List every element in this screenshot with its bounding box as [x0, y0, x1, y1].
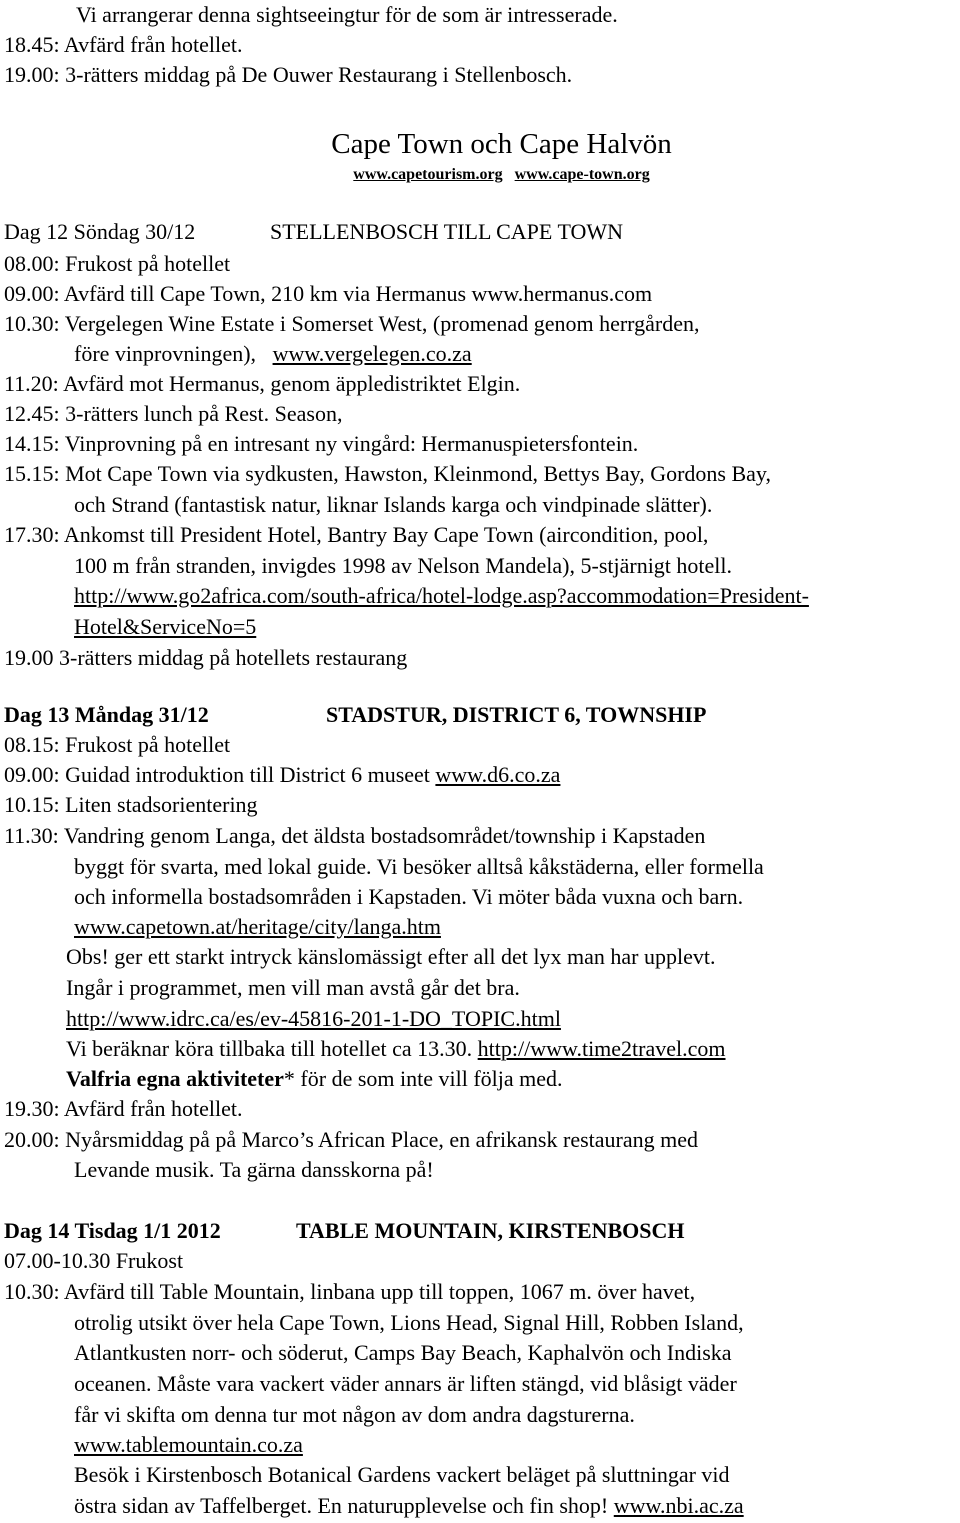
section-links — [0, 165, 960, 185]
nbi-link[interactable]: www.nbi.ac.za — [613, 1493, 744, 1518]
cape-town-link[interactable]: www.cape-town.org — [514, 166, 650, 183]
vergelegen-link[interactable]: www.vergelegen.co.za — [272, 341, 472, 366]
intro-line-1: Vi arrangerar denna sightseeingtur för de som är intresserade. — [76, 2, 618, 27]
day12-heading-title: STELLENBOSCH TILL CAPE TOWN — [270, 219, 624, 244]
intro-line-2: 18.45: Avfärd från hotellet. — [4, 32, 243, 57]
day14-line-text: östra sidan av Taffelberget. En naturupplevelse och fin shop! — [74, 1493, 609, 1518]
optional-activities-text: * för de som inte vill följa med. — [283, 1066, 563, 1091]
day12-line: 14.15: Vinprovning på en intresant ny vingård: Hermanuspietersfontein. — [4, 431, 639, 456]
day13-heading-title: STADSTUR, DISTRICT 6, TOWNSHIP — [326, 702, 707, 727]
day12-line: 15.15: Mot Cape Town via sydkusten, Hawston, Kleinmond, Bettys Bay, Gordons Bay, — [4, 461, 771, 486]
day14-heading-day: Dag 14 Tisdag 1/1 2012 — [4, 1218, 221, 1243]
optional-activities-label: Valfria egna aktiviteter — [66, 1066, 284, 1091]
capetourism-link[interactable]: www.capetourism.org — [353, 166, 503, 183]
day13-line — [4, 760, 560, 790]
day13-line: 10.15: Liten stadsorientering — [4, 792, 258, 817]
day14-heading-title: TABLE MOUNTAIN, KIRSTENBOSCH — [296, 1218, 685, 1243]
day14-line: oceanen. Måste vara vackert väder annars är liften stängd, vid blåsigt väder — [74, 1371, 737, 1396]
day13-heading-day: Dag 13 Måndag 31/12 — [4, 702, 209, 727]
day12-line: 19.00 3-rätters middag på hotellets restaurang — [4, 645, 408, 670]
day13-line: byggt för svarta, med lokal guide. Vi besöker alltså kåkstäderna, eller formella — [74, 854, 764, 879]
langa-link[interactable]: www.capetown.at/heritage/city/langa.htm — [74, 914, 441, 939]
day14-line: 10.30: Avfärd till Table Mountain, linbana upp till toppen, 1067 m. över havet, — [4, 1279, 696, 1304]
link-separator — [507, 166, 511, 183]
day13-line — [66, 1034, 726, 1064]
day12-line: 10.30: Vergelegen Wine Estate i Somerset West, (promenad genom herrgården, — [4, 311, 700, 336]
day13-line: 08.15: Frukost på hotellet — [4, 732, 231, 757]
day12-line: 12.45: 3-rätters lunch på Rest. Season, — [4, 401, 343, 426]
day14-line: otrolig utsikt över hela Cape Town, Lions Head, Signal Hill, Robben Island, — [74, 1310, 744, 1335]
day12-line: 09.00: Avfärd till Cape Town, 210 km via Hermanus www.hermanus.com — [4, 281, 653, 306]
d6-link[interactable]: www.d6.co.za — [435, 762, 561, 787]
time2travel-link[interactable]: http://www.time2travel.com — [477, 1036, 726, 1061]
day12-line: och Strand (fantastisk natur, liknar Islands karga och vindpinade slätter). — [74, 492, 713, 517]
idrc-link[interactable]: http://www.idrc.ca/es/ev-45816-201-1-DO_TOPIC.html — [66, 1006, 561, 1031]
go2africa-link[interactable]: http://www.go2africa.com/south-africa/hotel-lodge.asp?accommodation=President- — [74, 583, 809, 608]
day12-line: 100 m från stranden, invigdes 1998 av Nelson Mandela), 5-stjärnigt hotell. — [74, 553, 733, 578]
day13-line: och informella bostadsområden i Kapstaden. Vi möter båda vuxna och barn. — [74, 884, 744, 909]
intro-line-3: 19.00: 3-rätters middag på De Ouwer Restaurang i Stellenbosch. — [4, 62, 573, 87]
day13-line: 19.30: Avfärd från hotellet. — [4, 1096, 243, 1121]
day13-line: 11.30: Vandring genom Langa, det äldsta bostadsområdet/township i Kapstaden — [4, 823, 706, 848]
day12-line: 11.20: Avfärd mot Hermanus, genom äppledistriktet Elgin. — [4, 371, 521, 396]
day13-line-text: Vi beräknar köra tillbaka till hotellet ca 13.30. — [66, 1036, 473, 1061]
section-title: Cape Town och Cape Halvön — [331, 128, 672, 160]
day12-line: 17.30: Ankomst till President Hotel, Bantry Bay Cape Town (aircondition, pool, — [4, 522, 709, 547]
day12-line — [74, 339, 472, 369]
day13-line: Ingår i programmet, men vill man avstå går det bra. — [66, 975, 520, 1000]
day13-line: Levande musik. Ta gärna dansskorna på! — [74, 1157, 434, 1182]
day12-heading-day: Dag 12 Söndag 30/12 — [4, 219, 196, 244]
day12-line-text: före vinprovningen), — [74, 341, 257, 366]
day13-line: Obs! ger ett starkt intryck känslomässigt efter all det lyx man har upplevt. — [66, 944, 716, 969]
day12-line: 08.00: Frukost på hotellet — [4, 251, 231, 276]
day14-line — [74, 1491, 744, 1521]
day14-line: får vi skifta om denna tur mot någon av dom andra dagsturerna. — [74, 1402, 635, 1427]
day14-line: 07.00-10.30 Frukost — [4, 1248, 184, 1273]
tablemountain-link[interactable]: www.tablemountain.co.za — [74, 1432, 303, 1457]
go2africa-link-cont[interactable]: Hotel&ServiceNo=5 — [74, 614, 257, 639]
day14-line: Besök i Kirstenbosch Botanical Gardens vackert beläget på sluttningar vid — [74, 1462, 730, 1487]
day13-line — [66, 1064, 563, 1094]
day13-line-text: 09.00: Guidad introduktion till District 6 museet — [4, 762, 430, 787]
day14-line: Atlantkusten norr- och söderut, Camps Bay Beach, Kaphalvön och Indiska — [74, 1340, 732, 1365]
day13-line: 20.00: Nyårsmiddag på på Marco’s African Place, en afrikansk restaurang med — [4, 1127, 698, 1152]
